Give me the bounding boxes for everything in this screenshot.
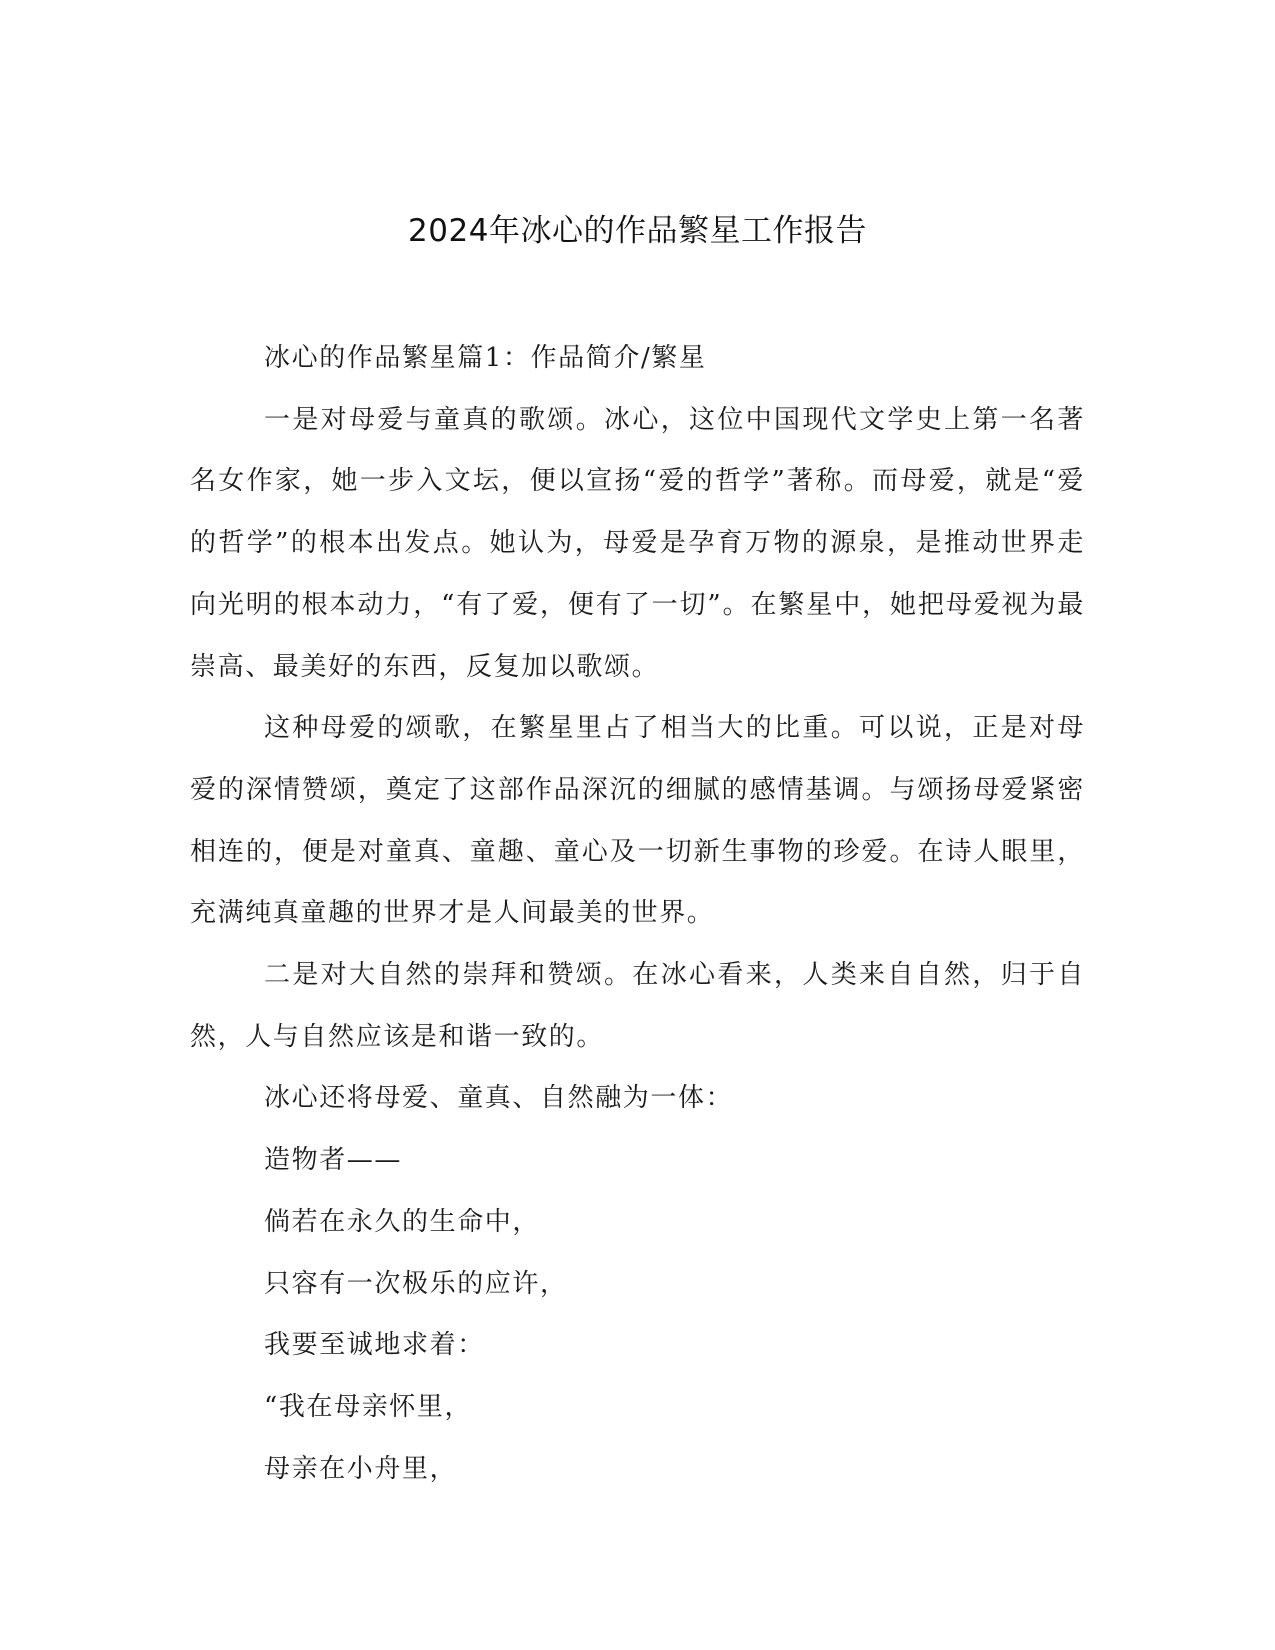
- paragraph: 冰心还将母爱、童真、自然融为一体：: [264, 1083, 734, 1114]
- document-body: [190, 328, 1085, 1500]
- poem-line: 我要至诚地求着：: [264, 1330, 485, 1361]
- poem-line: 母亲在小舟里，: [264, 1453, 458, 1484]
- paragraph: 这种母爱的颂歌，在繁星里占了相当大的比重。可以说，正是对母爱的深情赞颂，奠定了这部作品深沉的细腻的感情基调。与颂扬母爱紧密相连的，便是对童真、童趣、童心及一切新生事物的珍爱。在诗人眼里，充满纯真童趣的世界才是人间最美的世界。: [190, 713, 1085, 929]
- paragraph: 一是对母爱与童真的歌颂。冰心，这位中国现代文学史上第一名著名女作家，她一步入文坛，便以宣扬“爱的哲学”著称。而母爱，就是“爱的哲学”的根本出发点。她认为，母爱是孕育万物的源泉，是推动世界走向光明的根本动力，“有了爱，便有了一切”。在繁星中，她把母爱视为最崇高、最美好的东西，反复加以歌颂。: [190, 404, 1085, 682]
- paragraph: 二是对大自然的崇拜和赞颂。在冰心看来，人类来自自然，归于自然，人与自然应该是和谐一致的。: [190, 960, 1085, 1052]
- poem-line: “我在母亲怀里，: [264, 1391, 473, 1422]
- poem-line: 造物者——: [264, 1145, 403, 1176]
- poem-line: 只容有一次极乐的应许，: [264, 1268, 568, 1299]
- section-heading: 冰心的作品繁星篇1：作品简介/繁星: [264, 343, 707, 373]
- document-title: 2024年冰心的作品繁星工作报告: [408, 213, 867, 249]
- poem-line: 倘若在永久的生命中，: [264, 1206, 541, 1237]
